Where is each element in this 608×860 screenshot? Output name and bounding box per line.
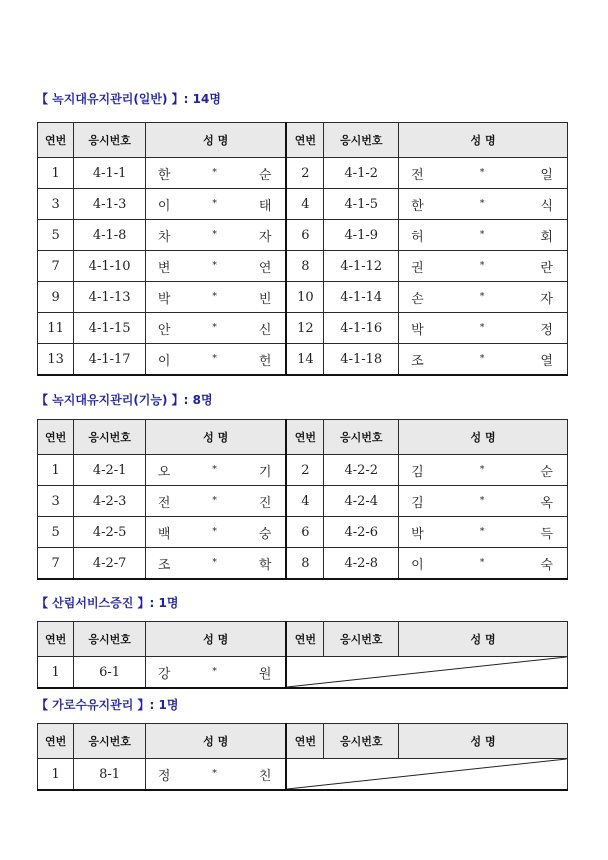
cell-name xyxy=(145,282,286,313)
name-given: 연 xyxy=(258,260,272,276)
name-family: 차 xyxy=(157,229,171,245)
cell-name xyxy=(399,282,568,313)
cell-exam-number: 4-1-3 xyxy=(74,189,146,220)
name-mask: * xyxy=(479,230,485,240)
cell-exam-number: 4-2-6 xyxy=(324,517,399,548)
cell-name xyxy=(399,486,568,517)
cell-seq-no: 12 xyxy=(286,313,323,344)
name-family: 한 xyxy=(411,198,424,214)
name-family: 안 xyxy=(157,322,171,338)
section-title-3: 【 산림서비스증진 】: 1명 xyxy=(36,596,179,610)
cell-name xyxy=(399,517,568,548)
name-given: 학 xyxy=(258,557,272,573)
name-given: 자 xyxy=(258,229,272,245)
name-mask: * xyxy=(479,261,485,271)
cell-seq-no: 1 xyxy=(38,657,74,689)
empty-cell-diagonal xyxy=(286,657,567,689)
cell-seq-no: 11 xyxy=(38,313,74,344)
header-name-left: 성 명 xyxy=(145,622,286,657)
cell-exam-number: 4-1-15 xyxy=(74,313,146,344)
name-given: 숙 xyxy=(540,557,553,573)
name-mask: * xyxy=(212,199,217,209)
cell-exam-number: 4-1-14 xyxy=(324,282,399,313)
name-family: 정 xyxy=(157,768,171,784)
cell-exam-number: 4-1-18 xyxy=(324,344,399,376)
name-mask: * xyxy=(212,496,217,506)
cell-seq-no: 14 xyxy=(286,344,323,376)
name-family: 강 xyxy=(157,666,171,682)
cell-seq-no: 2 xyxy=(286,158,323,189)
cell-exam-number: 4-2-3 xyxy=(74,486,146,517)
name-mask: * xyxy=(212,261,217,271)
name-family: 권 xyxy=(411,260,424,276)
diagonal-line xyxy=(287,657,567,687)
name-mask: * xyxy=(479,527,485,537)
name-mask: * xyxy=(212,230,217,240)
name-mask: * xyxy=(212,465,217,475)
table-row xyxy=(38,657,568,689)
cell-exam-number: 4-2-7 xyxy=(74,548,146,580)
cell-exam-number: 4-1-12 xyxy=(324,251,399,282)
name-given: 신 xyxy=(258,322,272,338)
cell-name xyxy=(145,189,286,220)
name-family: 백 xyxy=(157,526,171,542)
cell-name xyxy=(399,189,568,220)
cell-exam-number: 4-2-2 xyxy=(324,455,399,486)
name-mask: * xyxy=(212,527,217,537)
name-given: 득 xyxy=(540,526,553,542)
name-mask: * xyxy=(479,558,485,568)
table-row xyxy=(38,313,568,344)
table-header-row xyxy=(38,420,568,455)
name-mask: * xyxy=(212,558,217,568)
table-row xyxy=(38,251,568,282)
name-given: 정 xyxy=(540,322,553,338)
cell-name xyxy=(399,251,568,282)
cell-seq-no: 4 xyxy=(286,189,323,220)
name-given: 친 xyxy=(258,768,272,784)
header-no-right: 연번 xyxy=(286,724,323,759)
name-family: 박 xyxy=(411,526,424,542)
name-given: 열 xyxy=(540,353,553,369)
table-row xyxy=(38,517,568,548)
name-given: 원 xyxy=(258,666,272,682)
name-family: 박 xyxy=(157,291,171,307)
cell-seq-no: 1 xyxy=(38,455,74,486)
cell-name xyxy=(399,313,568,344)
cell-name xyxy=(145,344,286,376)
cell-seq-no: 7 xyxy=(38,548,74,580)
roster-table-3 xyxy=(37,621,568,689)
cell-exam-number: 8-1 xyxy=(74,759,146,791)
table-row xyxy=(38,486,568,517)
header-no-right: 연번 xyxy=(286,622,323,657)
name-given: 란 xyxy=(540,260,553,276)
header-no-right: 연번 xyxy=(286,420,323,455)
name-family: 전 xyxy=(157,495,171,511)
roster-table-1 xyxy=(37,122,568,376)
name-given: 자 xyxy=(540,291,553,307)
cell-seq-no: 9 xyxy=(38,282,74,313)
name-family: 손 xyxy=(411,291,424,307)
cell-name xyxy=(145,657,286,689)
roster-table-2 xyxy=(37,419,568,580)
table-row xyxy=(38,282,568,313)
name-given: 진 xyxy=(258,495,272,511)
name-family: 이 xyxy=(157,353,171,369)
header-exam-no-right: 응시번호 xyxy=(324,622,399,657)
name-family: 한 xyxy=(157,167,171,183)
diagonal-line xyxy=(287,759,567,789)
cell-seq-no: 1 xyxy=(38,158,74,189)
header-exam-no-left: 응시번호 xyxy=(74,724,146,759)
cell-name xyxy=(145,517,286,548)
cell-name xyxy=(145,251,286,282)
header-name-right: 성 명 xyxy=(399,622,568,657)
cell-seq-no: 13 xyxy=(38,344,74,376)
name-given: 옥 xyxy=(540,495,553,511)
table-header-row xyxy=(38,123,568,158)
name-family: 이 xyxy=(157,198,171,214)
table-row xyxy=(38,189,568,220)
cell-name xyxy=(145,455,286,486)
cell-exam-number: 4-1-16 xyxy=(324,313,399,344)
name-mask: * xyxy=(479,354,485,364)
name-given: 빈 xyxy=(258,291,272,307)
cell-seq-no: 8 xyxy=(286,548,323,580)
header-no-left: 연번 xyxy=(38,123,74,158)
cell-exam-number: 4-2-1 xyxy=(74,455,146,486)
name-family: 조 xyxy=(157,557,171,573)
cell-seq-no: 5 xyxy=(38,220,74,251)
name-given: 태 xyxy=(258,198,272,214)
header-exam-no-right: 응시번호 xyxy=(324,724,399,759)
name-given: 순 xyxy=(540,464,553,480)
name-family: 김 xyxy=(411,464,424,480)
cell-exam-number: 4-1-8 xyxy=(74,220,146,251)
cell-exam-number: 4-1-17 xyxy=(74,344,146,376)
name-given: 순 xyxy=(258,167,272,183)
name-family: 이 xyxy=(411,557,424,573)
name-mask: * xyxy=(479,292,485,302)
table-row xyxy=(38,158,568,189)
cell-seq-no: 8 xyxy=(286,251,323,282)
name-mask: * xyxy=(212,354,217,364)
cell-seq-no: 6 xyxy=(286,220,323,251)
table-header-row xyxy=(38,724,568,759)
header-exam-no-left: 응시번호 xyxy=(74,420,146,455)
cell-name xyxy=(145,486,286,517)
cell-seq-no: 3 xyxy=(38,189,74,220)
cell-seq-no: 3 xyxy=(38,486,74,517)
cell-exam-number: 4-1-5 xyxy=(324,189,399,220)
name-family: 오 xyxy=(157,464,171,480)
name-family: 박 xyxy=(411,322,424,338)
name-given: 헌 xyxy=(258,353,272,369)
table-row xyxy=(38,455,568,486)
table-row xyxy=(38,548,568,580)
cell-exam-number: 4-2-4 xyxy=(324,486,399,517)
cell-exam-number: 4-2-5 xyxy=(74,517,146,548)
cell-seq-no: 4 xyxy=(286,486,323,517)
cell-exam-number: 4-1-2 xyxy=(324,158,399,189)
name-mask: * xyxy=(212,323,217,333)
empty-cell-diagonal xyxy=(286,759,567,791)
header-name-left: 성 명 xyxy=(145,724,286,759)
cell-name xyxy=(145,548,286,580)
name-family: 허 xyxy=(411,229,424,245)
cell-name xyxy=(399,158,568,189)
roster-table-4 xyxy=(37,723,568,791)
table-row xyxy=(38,759,568,791)
cell-name xyxy=(399,548,568,580)
name-given: 기 xyxy=(258,464,272,480)
cell-exam-number: 6-1 xyxy=(74,657,146,689)
section-title-2: 【 녹지대유지관리(기능) 】: 8명 xyxy=(36,393,213,407)
header-no-left: 연번 xyxy=(38,724,74,759)
header-name-right: 성 명 xyxy=(399,420,568,455)
cell-exam-number: 4-2-8 xyxy=(324,548,399,580)
name-mask: * xyxy=(479,323,485,333)
name-mask: * xyxy=(212,168,217,178)
header-exam-no-left: 응시번호 xyxy=(74,622,146,657)
cell-name xyxy=(145,313,286,344)
name-given: 식 xyxy=(540,198,553,214)
cell-seq-no: 7 xyxy=(38,251,74,282)
cell-exam-number: 4-1-10 xyxy=(74,251,146,282)
name-mask: * xyxy=(479,465,485,475)
header-exam-no-left: 응시번호 xyxy=(74,123,146,158)
header-name-left: 성 명 xyxy=(145,123,286,158)
table-row xyxy=(38,220,568,251)
header-exam-no-right: 응시번호 xyxy=(324,420,399,455)
name-mask: * xyxy=(479,168,485,178)
name-family: 김 xyxy=(411,495,424,511)
name-given: 회 xyxy=(540,229,553,245)
name-family: 변 xyxy=(157,260,171,276)
name-mask: * xyxy=(212,769,217,779)
table-row xyxy=(38,344,568,376)
header-name-right: 성 명 xyxy=(399,123,568,158)
name-given: 일 xyxy=(540,167,553,183)
header-no-left: 연번 xyxy=(38,420,74,455)
cell-name xyxy=(399,344,568,376)
name-mask: * xyxy=(212,667,217,677)
section-title-1: 【 녹지대유지관리(일반) 】: 14명 xyxy=(36,92,221,106)
header-name-left: 성 명 xyxy=(145,420,286,455)
name-given: 숭 xyxy=(258,526,272,542)
cell-name xyxy=(145,759,286,791)
cell-seq-no: 2 xyxy=(286,455,323,486)
cell-name xyxy=(145,158,286,189)
cell-seq-no: 1 xyxy=(38,759,74,791)
header-no-left: 연번 xyxy=(38,622,74,657)
cell-name xyxy=(399,455,568,486)
name-mask: * xyxy=(212,292,217,302)
cell-seq-no: 10 xyxy=(286,282,323,313)
cell-seq-no: 5 xyxy=(38,517,74,548)
header-no-right: 연번 xyxy=(286,123,323,158)
name-mask: * xyxy=(479,199,485,209)
cell-seq-no: 6 xyxy=(286,517,323,548)
cell-exam-number: 4-1-13 xyxy=(74,282,146,313)
header-exam-no-right: 응시번호 xyxy=(324,123,399,158)
header-name-right: 성 명 xyxy=(399,724,568,759)
cell-name xyxy=(399,220,568,251)
cell-exam-number: 4-1-1 xyxy=(74,158,146,189)
name-family: 조 xyxy=(411,353,424,369)
section-title-4: 【 가로수유지관리 】: 1명 xyxy=(36,698,179,712)
cell-exam-number: 4-1-9 xyxy=(324,220,399,251)
name-mask: * xyxy=(479,496,485,506)
cell-name xyxy=(145,220,286,251)
table-header-row xyxy=(38,622,568,657)
name-family: 전 xyxy=(411,167,424,183)
